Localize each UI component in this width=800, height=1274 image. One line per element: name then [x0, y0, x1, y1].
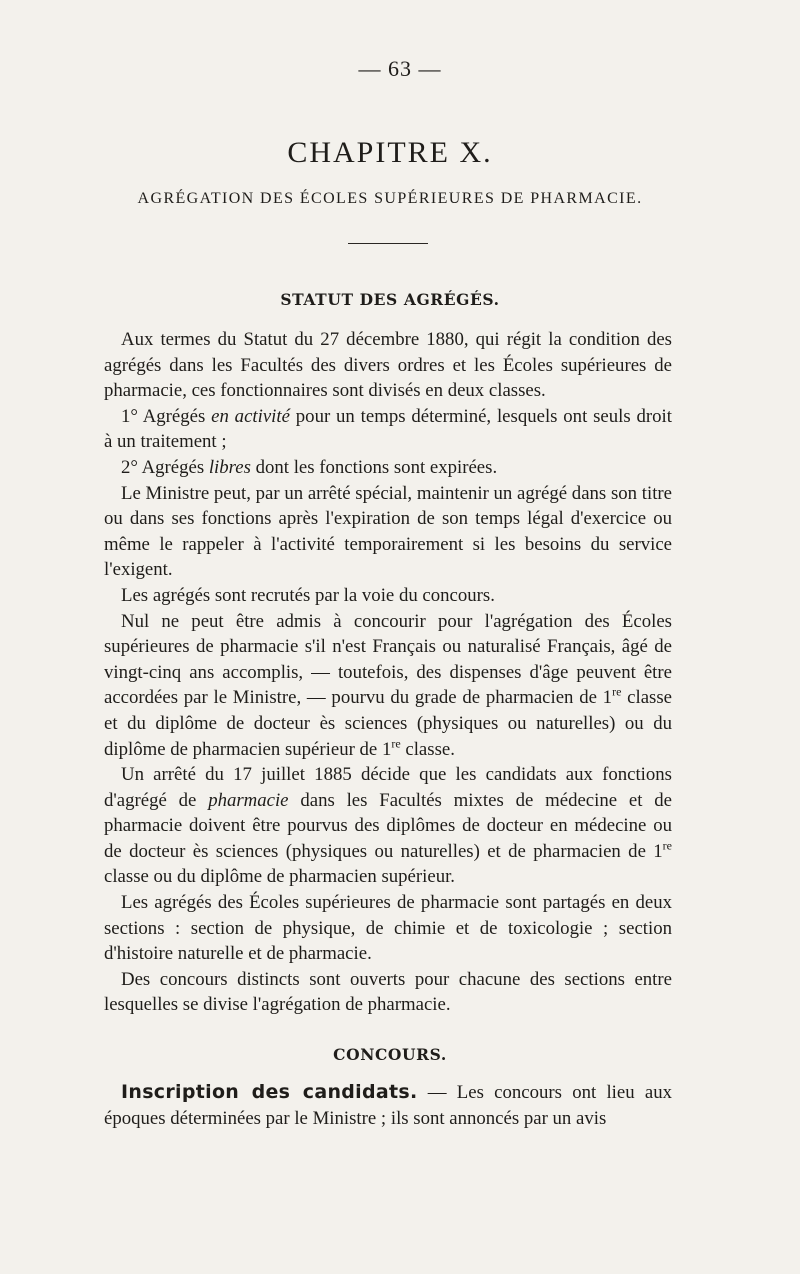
paragraph: Aux termes du Statut du 27 décembre 1880, qui régit la condition des agrégés dans les Facultés des divers ordres et les Écoles supérieures de pharmacie, ces fonctionnaires sont divisés en deux classes.	[104, 329, 672, 402]
paragraph: Un arrêté du 17 juillet 1885 décide que les candidats aux fonctions d'agrégé de pharmacie dans les Facultés mixtes de médecine et de pharmacie doivent être pourvus des diplômes de docteur en médecine ou de docteur ès sciences (physiques ou naturelles) et de pharmacien de 1re classe ou du diplôme de pharmacien supérieur.	[104, 764, 672, 888]
section-heading-statut: STATUT DES AGRÉGÉS.	[280, 290, 500, 309]
chapter-title: CHAPITRE X.	[287, 136, 493, 169]
page-number: — 63 —	[358, 56, 442, 81]
paragraph: Les agrégés sont recrutés par la voie du concours.	[121, 584, 495, 606]
paragraph: 1° Agrégés en activité pour un temps déterminé, lesquels ont seuls droit à un traitement ;	[104, 405, 672, 453]
section-body-concours	[104, 1080, 672, 1131]
paragraph: Des concours distincts sont ouverts pour chacune des sections entre lesquelles se divise l'agrégation de pharmacie.	[104, 968, 672, 1016]
paragraph: Les agrégés des Écoles supérieures de pharmacie sont partagés en deux sections : section de physique, de chimie et de toxicologie ; section d'histoire naturelle et de pharmacie.	[104, 892, 672, 965]
paragraph: Nul ne peut être admis à concourir pour l'agrégation des Écoles supérieures de pharmacie s'il n'est Français ou naturalisé Français, âgé de vingt-cinq ans accomplis, — toutefois, des dispenses d'âge peuvent être accordées par le Ministre, — pourvu du grade de pharmacien de 1re classe et du diplôme de docteur ès sciences (physiques ou naturelles) ou du diplôme de pharmacien supérieur de 1re classe.	[104, 610, 673, 760]
emphasis: libres	[208, 456, 251, 478]
section-heading-concours: CONCOURS.	[333, 1045, 447, 1064]
paragraph: 2° Agrégés libres dont les fonctions sont expirées.	[121, 456, 498, 478]
chapter-subtitle: AGRÉGATION DES ÉCOLES SUPÉRIEURES DE PHARMACIE.	[137, 190, 643, 207]
list-number: 1°	[121, 405, 138, 427]
paragraph-text: — Les concours ont lieu aux époques déterminées par le Ministre ; ils sont annoncés par un avis	[104, 1082, 672, 1129]
section-body-statut	[104, 327, 672, 1018]
run-in-heading: Inscription des candidats.	[121, 1081, 418, 1103]
emphasis: pharmacie	[208, 789, 289, 811]
list-number: 2°	[121, 456, 138, 478]
emphasis: en activité	[211, 405, 290, 427]
divider-rule	[348, 243, 428, 244]
paragraph: Le Ministre peut, par un arrêté spécial, maintenir un agrégé dans son titre ou dans ses fonctions après l'expiration de son temps légal d'exercice ou même le rappeler à l'activité temporairement si les besoins du service l'exigent.	[104, 482, 672, 581]
